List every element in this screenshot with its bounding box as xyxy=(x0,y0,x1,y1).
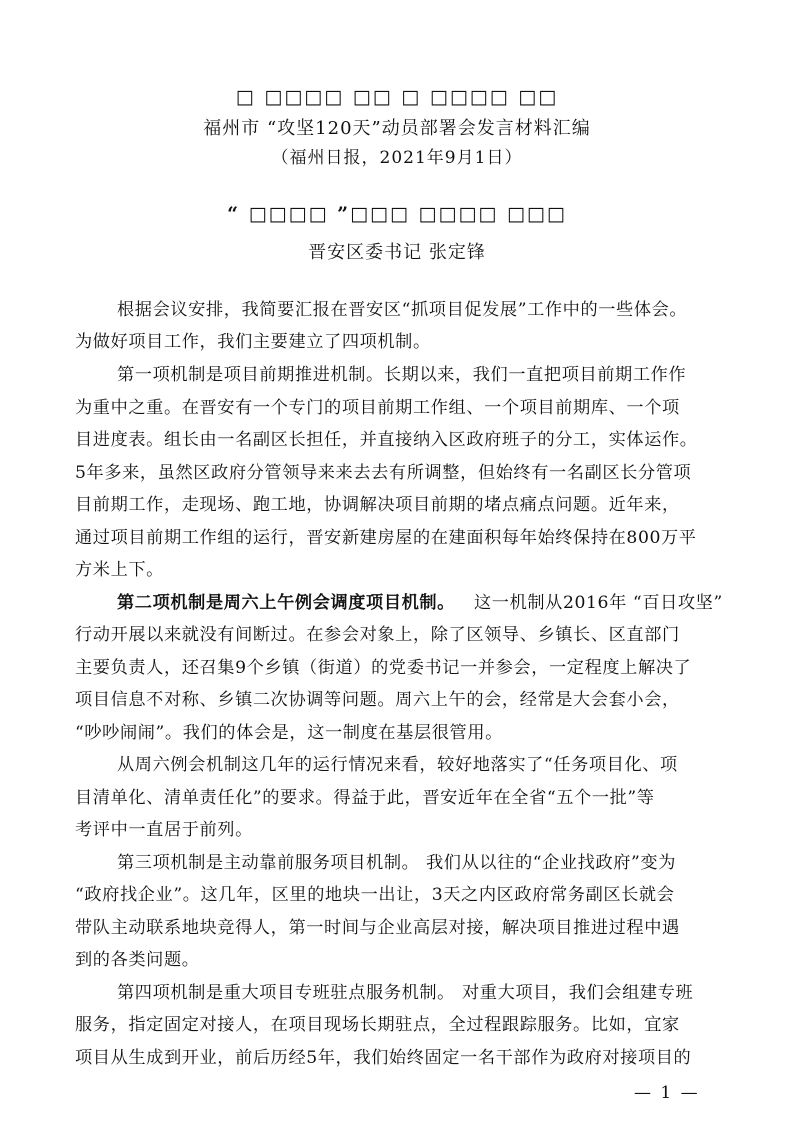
paragraph-line: “政府找企业”。这几年，区里的地块一出让，3天之内区政府常务副区长就会 xyxy=(75,885,675,905)
paragraph-line: 主要负责人，还召集9个乡镇（街道）的党委书记一并参会，一定程度上解决了 xyxy=(75,658,692,678)
paragraph-line: 项目信息不对称、乡镇二次协调等问题。周六上午的会，经常是大会套小会， xyxy=(75,690,680,710)
page-number: — 1 — xyxy=(634,1083,700,1103)
paragraph-line: 方米上下。 xyxy=(75,560,164,580)
paragraph-line: 项目从生成到开业，前后历经5年，我们始终固定一名干部作为政府对接项目的 xyxy=(75,1048,692,1068)
paragraph-line: 到的各类问题。 xyxy=(75,950,200,970)
paragraph-line: 服务，指定固定对接人，在项目现场长期驻点，全过程跟踪服务。比如，宜家 xyxy=(75,1015,680,1035)
paragraph-line: 为做好项目工作，我们主要建立了四项机制。 xyxy=(75,332,431,352)
compilation-title: 福州市 “攻坚120天”动员部署会发言材料汇编 xyxy=(203,118,591,139)
paragraph-line: 我们从以往的“企业找政府”变为 xyxy=(426,853,677,873)
paragraph-line: 带队主动联系地块竞得人，第一时间与企业高层对接，解决项目推进过程中遇 xyxy=(75,918,680,938)
speech-title: “ □□□□ ”□□□ □□□□ □□□ xyxy=(227,203,567,225)
paragraph-line: 考评中一直居于前列。 xyxy=(75,820,253,840)
paragraph-line: “吵吵闹闹”。我们的体会是，这一制度在基层很管用。 xyxy=(75,723,503,743)
paragraph-line: 根据会议安排，我简要汇报在晋安区“抓项目促发展”工作中的一些体会。 xyxy=(117,300,688,320)
paragraph-line: 从周六例会机制这几年的运行情况来看，较好地落实了“任务项目化、项 xyxy=(117,755,678,775)
paragraph-line: 目进度表。组长由一名副区长担任，并直接纳入区政府班子的分工，实体运作。 xyxy=(75,430,698,450)
paragraph-line: 第一项机制是项目前期推进机制。长期以来，我们一直把项目前期工作作 xyxy=(117,365,687,385)
paragraph-line: 第三项机制是主动靠前服务项目机制。 xyxy=(117,853,420,873)
speaker-line: 晋安区委书记 张定锋 xyxy=(308,242,486,263)
paragraph-line-bold-lead: 第二项机制是周六上午例会调度项目机制。 xyxy=(117,593,455,613)
paragraph-line: 第四项机制是重大项目专班驻点服务机制。 xyxy=(117,983,455,1003)
paragraph-line: 5年多来，虽然区政府分管领导来来去去有所调整，但始终有一名副区长分管项 xyxy=(75,463,692,483)
paragraph-line: 为重中之重。在晋安有一个专门的项目前期工作组、一个项目前期库、一个项 xyxy=(75,398,680,418)
paragraph-line: 这一机制从2016年 “百日攻坚” xyxy=(474,593,723,613)
paragraph-line: 行动开展以来就没有间断过。在参会对象上，除了区领导、乡镇长、区直部门 xyxy=(75,625,680,645)
header-garbled-line: □ □□□□ □□ □ □□□□ □□ xyxy=(235,86,559,108)
paragraph-line: 对重大项目，我们会组建专班 xyxy=(462,983,694,1003)
source-line: （福州日报，2021年9月1日） xyxy=(271,148,523,168)
paragraph-line: 目清单化、清单责任化”的要求。得益于此，晋安近年在全省“五个一批”等 xyxy=(75,788,655,808)
paragraph-line: 通过项目前期工作组的运行，晋安新建房屋的在建面积每年始终保持在800万平 xyxy=(75,528,697,548)
paragraph-line: 目前期工作，走现场、跑工地，协调解决项目前期的堵点痛点问题。近年来， xyxy=(75,495,680,515)
